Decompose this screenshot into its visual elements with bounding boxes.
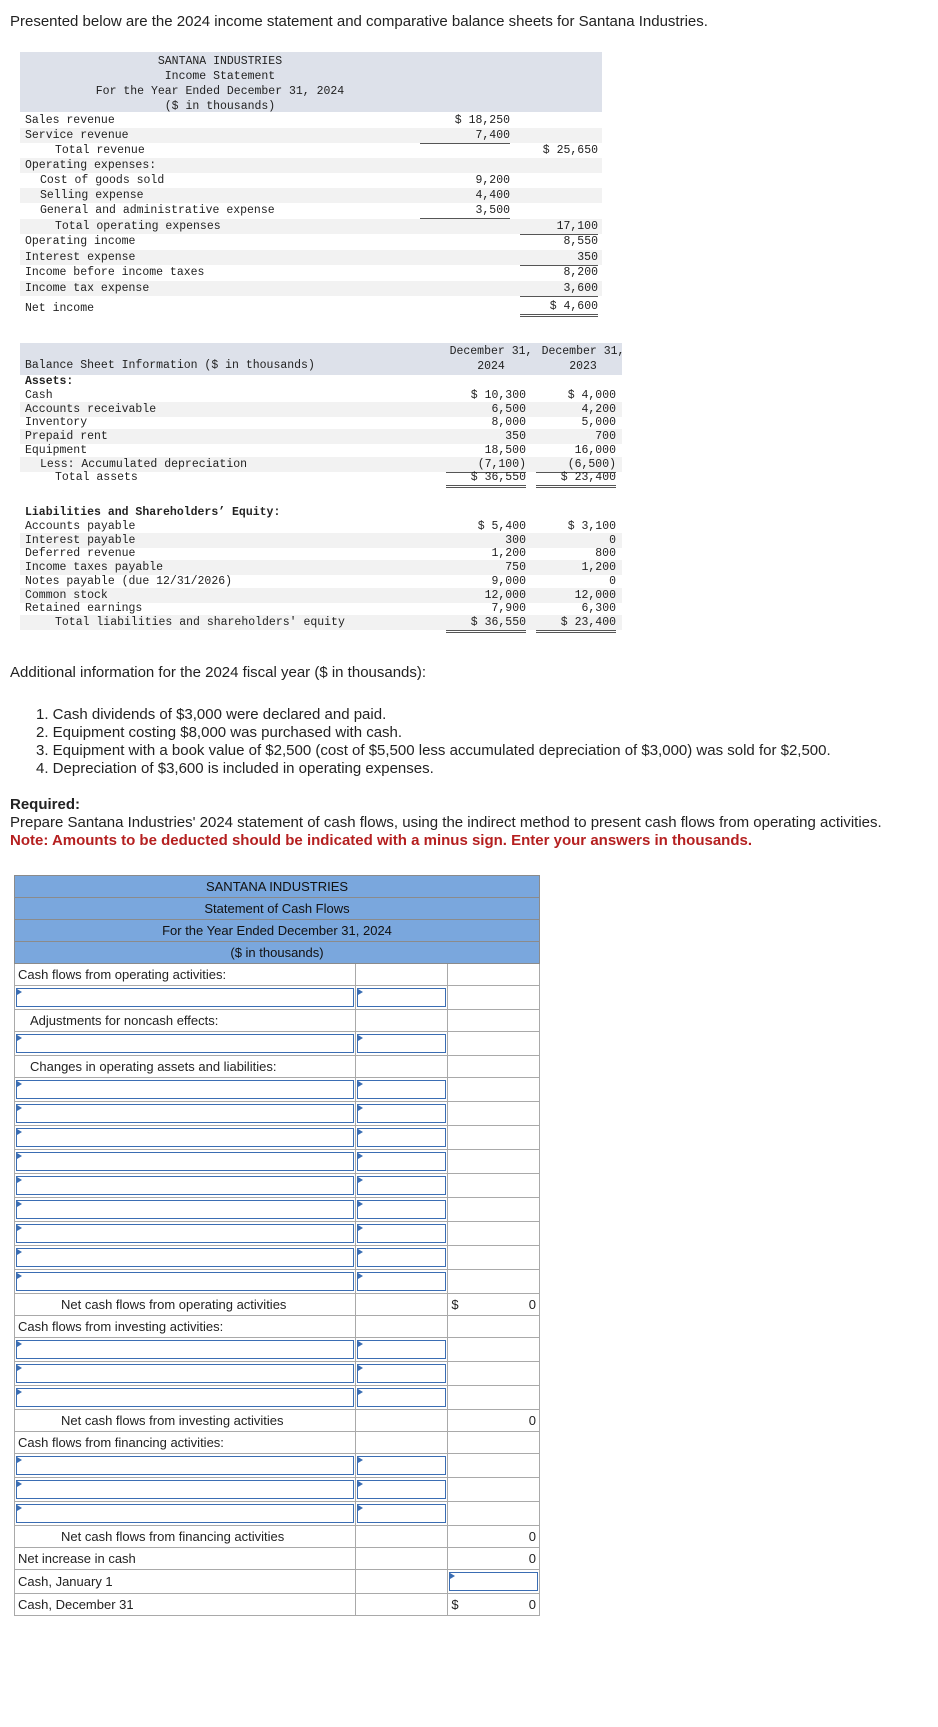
- cf-financing-amount-input[interactable]: [357, 1456, 446, 1475]
- cf-input-row: [15, 1198, 540, 1222]
- cf-cash-jan-input[interactable]: [449, 1572, 538, 1591]
- is-total-opex-value: 17,100: [520, 219, 598, 235]
- is-income-tax-value: 3,600: [520, 281, 598, 297]
- bs-value-2023: $ 23,400: [536, 615, 616, 633]
- cf-input-row: [15, 1454, 540, 1478]
- cf-investing-label: Cash flows from investing activities:: [15, 1316, 356, 1338]
- cf-change-desc-input[interactable]: [16, 1128, 354, 1147]
- cf-change-desc-input[interactable]: [16, 1272, 354, 1291]
- cf-input-row: [15, 1246, 540, 1270]
- required-note: Note: Amounts to be deducted should be indicated with a minus sign. Enter your answers in thousands.: [10, 832, 753, 849]
- cf-net-investing-value: 0: [448, 1410, 540, 1432]
- cf-adjustment-desc-input[interactable]: [16, 1034, 354, 1053]
- bs-value-2024: 8,000: [491, 416, 526, 430]
- bs-value-2024: 6,500: [491, 402, 526, 416]
- bs-row: Total liabilities and shareholders' equity: [20, 615, 622, 630]
- cf-cash-dec-label: Cash, December 31: [15, 1594, 356, 1616]
- cf-input-row: [15, 1362, 540, 1386]
- is-total-revenue-value: $ 25,650: [542, 144, 598, 157]
- bs-row: Notes payable (due 12/31/2026): [25, 574, 233, 588]
- cf-input-row: [15, 1032, 540, 1056]
- cf-adjustment-amount-input[interactable]: [357, 1034, 446, 1053]
- bs-value-2023: 4,200: [581, 402, 616, 416]
- is-row-opex-label: Operating expenses:: [20, 158, 602, 173]
- bs-value-2023: 0: [609, 574, 616, 588]
- required-text: Prepare Santana Industries' 2024 statement of cash flows, using the indirect method to present cash flows from operating activities.: [10, 814, 882, 831]
- cf-financing-desc-input[interactable]: [16, 1456, 354, 1475]
- bs-value-2024: 1,200: [491, 547, 526, 561]
- cf-cash-dec-currency: $: [451, 1597, 459, 1612]
- cf-input-row: [15, 1502, 540, 1526]
- bs-value-2023: 16,000: [574, 443, 616, 457]
- is-income-before-tax-value: 8,200: [563, 266, 598, 279]
- cf-cash-jan-label: Cash, January 1: [15, 1570, 356, 1594]
- cf-change-desc-input[interactable]: [16, 1248, 354, 1267]
- cf-operating-amount-input[interactable]: [357, 988, 446, 1007]
- bs-value-2024: 350: [505, 430, 526, 444]
- cf-input-row: [15, 1150, 540, 1174]
- cf-financing-amount-input[interactable]: [357, 1504, 446, 1523]
- is-row-income-before-tax: Income before income taxes: [25, 266, 205, 279]
- bs-row: Prepaid rent: [20, 429, 622, 444]
- cf-units: ($ in thousands): [15, 942, 540, 964]
- cf-change-amount-input[interactable]: [357, 1176, 446, 1195]
- is-service-value: 7,400: [420, 128, 510, 144]
- bs-value-2024: 750: [505, 561, 526, 575]
- additional-item-3: 3. Equipment with a book value of $2,500 (cost of $5,500 less accumulated depreciation of $3,000) was sold for $2,500.: [36, 742, 831, 759]
- cf-period: For the Year Ended December 31, 2024: [15, 920, 540, 942]
- cf-change-amount-input[interactable]: [357, 1104, 446, 1123]
- cf-investing-amount-input[interactable]: [357, 1388, 446, 1407]
- bs-value-2024: 7,900: [446, 601, 526, 617]
- cf-financing-desc-input[interactable]: [16, 1504, 354, 1523]
- cf-change-desc-input[interactable]: [16, 1080, 354, 1099]
- cf-investing-amount-input[interactable]: [357, 1364, 446, 1383]
- cf-changes-rows: [15, 1078, 540, 1294]
- cf-changes-label: Changes in operating assets and liabilities:: [15, 1056, 356, 1078]
- cf-net-investing-label: Net cash flows from investing activities: [15, 1410, 356, 1432]
- cf-net-operating-value: 0: [528, 1297, 536, 1312]
- bs-value-2024: $ 36,550: [446, 470, 526, 488]
- bs-value-2024: $ 5,400: [477, 520, 526, 533]
- cf-change-desc-input[interactable]: [16, 1200, 354, 1219]
- bs-heading: Balance Sheet Information ($ in thousands): [25, 359, 315, 372]
- bs-row: Inventory: [25, 416, 88, 430]
- cf-title: Statement of Cash Flows: [15, 898, 540, 920]
- bs-value-2023: $ 3,100: [567, 520, 616, 533]
- cf-investing-desc-input[interactable]: [16, 1340, 354, 1359]
- cf-change-amount-input[interactable]: [357, 1152, 446, 1171]
- bs-value-2023: 800: [595, 547, 616, 561]
- cf-input-row: [15, 1102, 540, 1126]
- cf-net-increase-label: Net increase in cash: [15, 1548, 356, 1570]
- cf-input-row: [15, 1126, 540, 1150]
- additional-item-4: 4. Depreciation of $3,600 is included in operating expenses.: [36, 760, 434, 777]
- is-period: For the Year Ended December 31, 2024: [95, 85, 345, 98]
- is-row-income-tax: Income tax expense: [20, 281, 602, 296]
- bs-assets-label: Assets:: [25, 375, 74, 388]
- cf-change-amount-input[interactable]: [357, 1224, 446, 1243]
- cf-financing-desc-input[interactable]: [16, 1480, 354, 1499]
- additional-heading: Additional information for the 2024 fiscal year ($ in thousands):: [10, 664, 427, 681]
- bs-value-2024: 12,000: [484, 588, 526, 602]
- bs-row: Accounts payable: [25, 520, 136, 533]
- cf-change-desc-input[interactable]: [16, 1224, 354, 1243]
- cf-financing-label: Cash flows from financing activities:: [15, 1432, 356, 1454]
- is-row-operating-income: Operating income: [25, 235, 136, 248]
- bs-value-2023: $ 23,400: [536, 470, 616, 488]
- is-company: SANTANA INDUSTRIES: [157, 55, 283, 68]
- is-row-service: Service revenue: [20, 128, 602, 143]
- is-selling-value: 4,400: [475, 189, 510, 202]
- bs-value-2024: (7,100): [446, 457, 526, 473]
- bs-value-2023: 1,200: [581, 561, 616, 575]
- additional-item-1: 1. Cash dividends of $3,000 were declared and paid.: [36, 706, 387, 723]
- bs-row: Retained earnings: [25, 602, 143, 616]
- bs-row: Less: Accumulated depreciation: [20, 457, 622, 472]
- is-operating-income-value: 8,550: [563, 235, 598, 248]
- cf-investing-desc-input[interactable]: [16, 1364, 354, 1383]
- is-row-ga: General and administrative expense: [40, 204, 275, 217]
- bs-row: Interest payable: [20, 533, 622, 548]
- bs-row: Equipment: [25, 443, 88, 457]
- bs-row: Deferred revenue: [25, 547, 136, 561]
- bs-value-2023: 5,000: [581, 416, 616, 430]
- bs-value-2023: 0: [609, 533, 616, 547]
- cf-investing-amount-input[interactable]: [357, 1340, 446, 1359]
- cf-change-desc-input[interactable]: [16, 1104, 354, 1123]
- is-interest-value: 350: [520, 250, 598, 266]
- cf-cash-dec-value: 0: [528, 1597, 536, 1612]
- is-row-interest: Interest expense: [20, 250, 602, 265]
- cf-financing-rows: [15, 1454, 540, 1526]
- cf-net-operating-label: Net cash flows from operating activities: [15, 1294, 356, 1316]
- bs-value-2023: 12,000: [574, 588, 616, 602]
- bs-value-2024: 18,500: [484, 443, 526, 457]
- cash-flow-worksheet: [14, 875, 540, 1616]
- cf-input-row: [15, 1270, 540, 1294]
- cf-input-row: [15, 1386, 540, 1410]
- bs-row: Income taxes payable: [20, 560, 622, 575]
- is-title: Income Statement: [164, 70, 276, 83]
- is-units: ($ in thousands): [164, 100, 276, 113]
- bs-value-2024: $ 10,300: [470, 389, 526, 402]
- bs-value-2024: 9,000: [491, 574, 526, 588]
- bs-row: Common stock: [20, 588, 622, 603]
- is-row-selling: Selling expense: [20, 188, 602, 203]
- bs-value-2024: 300: [505, 533, 526, 547]
- balance-sheet-header: [20, 343, 625, 375]
- cf-change-amount-input[interactable]: [357, 1080, 446, 1099]
- cf-adjustments-label: Adjustments for noncash effects:: [15, 1010, 356, 1032]
- bs-value-2023: 6,300: [536, 601, 616, 617]
- bs-col-2024: December 31, 2024: [449, 345, 533, 373]
- cf-company: SANTANA INDUSTRIES: [15, 876, 540, 898]
- is-row-sales: Sales revenue: [25, 114, 115, 127]
- bs-row: Total assets: [55, 471, 138, 485]
- cf-input-row: [15, 1078, 540, 1102]
- bs-col-2023: December 31, 2023: [541, 345, 625, 373]
- cf-input-row: [15, 986, 540, 1010]
- cf-input-row: [15, 1478, 540, 1502]
- cf-operating-label: Cash flows from operating activities:: [15, 964, 356, 986]
- is-row-total-opex: Total operating expenses: [20, 219, 602, 234]
- cf-change-desc-input[interactable]: [16, 1152, 354, 1171]
- is-row-cogs: Cost of goods sold: [40, 174, 165, 187]
- bs-row: Accounts receivable: [20, 402, 622, 417]
- cf-change-amount-input[interactable]: [357, 1272, 446, 1291]
- intro-text: Presented below are the 2024 income statement and comparative balance sheets for Santana Industries.: [10, 13, 708, 30]
- cf-input-row: [15, 1222, 540, 1246]
- additional-item-2: 2. Equipment costing $8,000 was purchased with cash.: [36, 724, 403, 741]
- cf-net-increase-value: 0: [448, 1548, 540, 1570]
- bs-row: Cash: [25, 389, 53, 402]
- cf-change-amount-input[interactable]: [357, 1128, 446, 1147]
- cf-financing-amount-input[interactable]: [357, 1480, 446, 1499]
- income-statement-header: [20, 52, 602, 112]
- cf-net-financing-value: 0: [448, 1526, 540, 1548]
- cf-input-row: [15, 1338, 540, 1362]
- bs-value-2023: 700: [595, 430, 616, 444]
- cf-investing-rows: [15, 1338, 540, 1410]
- required-label: Required:: [10, 796, 81, 813]
- bs-value-2023: $ 4,000: [567, 389, 616, 402]
- cf-net-financing-label: Net cash flows from financing activities: [15, 1526, 356, 1548]
- cf-net-operating-currency: $: [451, 1297, 459, 1312]
- cf-change-desc-input[interactable]: [16, 1176, 354, 1195]
- cf-operating-desc-input[interactable]: [16, 988, 354, 1007]
- bs-value-2024: $ 36,550: [446, 615, 526, 633]
- is-ga-value: 3,500: [420, 203, 510, 219]
- cf-change-amount-input[interactable]: [357, 1248, 446, 1267]
- bs-liabilities-label: Liabilities and Shareholders’ Equity:: [25, 506, 281, 519]
- cf-investing-desc-input[interactable]: [16, 1388, 354, 1407]
- is-row-net-income: Net income: [25, 302, 95, 315]
- is-cogs-value: 9,200: [475, 174, 510, 187]
- cf-change-amount-input[interactable]: [357, 1200, 446, 1219]
- cf-input-row: [15, 1174, 540, 1198]
- bs-value-2023: (6,500): [536, 457, 616, 473]
- is-net-income-value: $ 4,600: [520, 299, 598, 317]
- is-row-total-revenue: Total revenue: [55, 144, 145, 157]
- is-sales-value: $ 18,250: [454, 114, 510, 127]
